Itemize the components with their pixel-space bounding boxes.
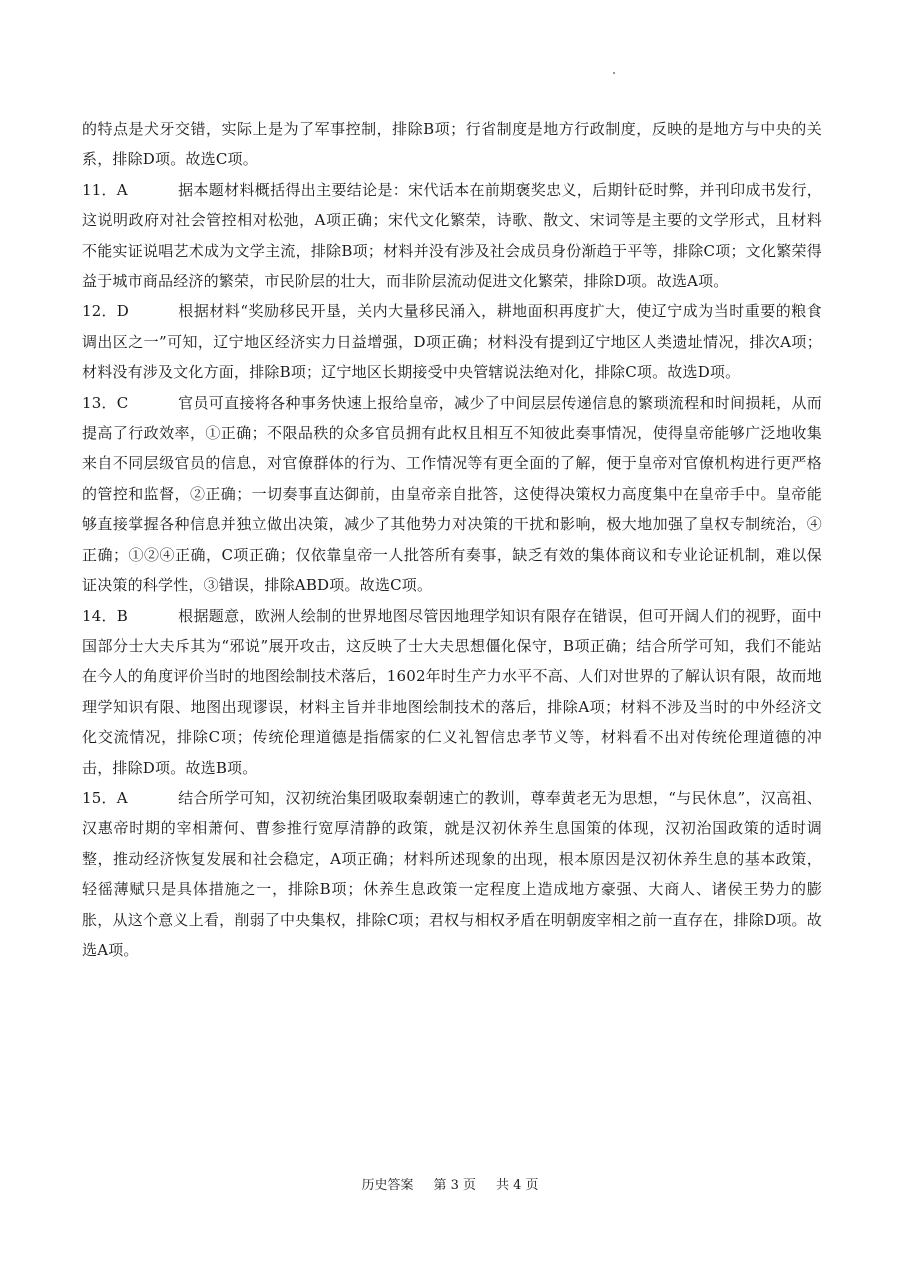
item-head [82, 175, 178, 205]
item-head [82, 388, 178, 418]
item-number: 15． [82, 788, 117, 807]
item-number: 12． [82, 302, 117, 321]
item-explanation: 官员可直接将各种事务快速上报给皇帝，减少了中间层层传递信息的繁琐流程和时间损耗，从而提高了行政效率，①正确；不限品秩的众多官员拥有此权且相互不知彼此奏事情况，使得皇帝能够广泛地收集来自不同层级官员的信息，对官僚群体的行为、工作情况等有更全面的了解，便于皇帝对官僚机构进行更严格的管控和监督，②正确；一切奏事直达御前，由皇帝亲自批答，这使得决策权力高度集中在皇帝手中。皇帝能够直接掌握各种信息并独立做出决策，减少了其他势力对决策的干扰和影响，极大地加强了皇权专制统治，④正确；①②④正确，C项正确；仅依靠皇帝一人批答所有奏事，缺乏有效的集体商议和专业论证机制，难以保证决策的科学性，③错误，排除ABD项。故选C项。 [82, 393, 822, 595]
answer-item-14 [82, 601, 822, 783]
item-explanation: 据本题材料概括得出主要结论是：宋代话本在前期褒奖忠义，后期针砭时弊，并刊印成书发行，这说明政府对社会管控相对松弛，A项正确；宋代文化繁荣，诗歌、散文、宋词等是主要的文学形式，且材料不能实证说唱艺术成为文学主流，排除B项；材料并没有涉及社会成员身份渐趋于平等，排除C项；文化繁荣得益于城市商品经济的繁荣，市民阶层的壮大，而非阶层流动促进文化繁荣，排除D项。故选A项。 [82, 180, 822, 291]
answer-body [82, 114, 822, 965]
item-number: 11． [82, 180, 117, 199]
item-head [82, 601, 178, 631]
item-explanation: 根据材料“奖励移民开垦，关内大量移民涌入，耕地面积再度扩大，使辽宁成为当时重要的粮食调出区之一”可知，辽宁地区经济实力日益增强，D项正确；材料没有提到辽宁地区人类遗址情况，排次A项；材料没有涉及文化方面，排除B项；辽宁地区长期接受中央管辖说法绝对化，排除C项。故选D项。 [82, 302, 822, 382]
item-head [82, 783, 178, 813]
footer-page-total: 共 4 页 [496, 1178, 539, 1193]
answer-item-13 [82, 388, 822, 601]
item-head [82, 296, 178, 326]
footer-subject: 历史答案 [361, 1178, 414, 1193]
answer-item-12 [82, 296, 822, 387]
item-answer: B [116, 606, 128, 625]
scan-speck [613, 72, 615, 74]
page-footer [0, 1176, 900, 1196]
answer-item-11 [82, 175, 822, 297]
item-answer: A [116, 788, 128, 807]
continuation-paragraph [82, 114, 822, 175]
item-answer: D [116, 302, 129, 321]
item-number: 14． [82, 606, 117, 625]
item-answer: A [116, 180, 128, 199]
item-number: 13． [82, 393, 117, 412]
footer-page-current: 第 3 页 [433, 1178, 476, 1193]
item-explanation: 结合所学可知，汉初统治集团吸取秦朝速亡的教训，尊奉黄老无为思想，“与民休息”，汉高祖、汉惠帝时期的宰相萧何、曹参推行宽厚清静的政策，就是汉初休养生息国策的体现，汉初治国政策的适时调整，推动经济恢复发展和社会稳定，A项正确；材料所述现象的出现，根本原因是汉初休养生息的基本政策，轻徭薄赋只是具体措施之一，排除B项；休养生息政策一定程度上造成地方豪强、大商人、诸侯王势力的膨胀，从这个意义上看，削弱了中央集权，排除C项；君权与相权矛盾在明朝废宰相之前一直存在，排除D项。故选A项。 [82, 788, 822, 959]
answer-item-15 [82, 783, 822, 965]
item-answer: C [116, 393, 129, 412]
item-explanation: 根据题意，欧洲人绘制的世界地图尽管因地理学知识有限存在错误，但可开阔人们的视野，面中国部分士大夫斥其为“邪说”展开攻击，这反映了士大夫思想僵化保守，B项正确；结合所学可知，我们不能站在今人的角度评价当时的地图绘制技术落后，1602年时生产力水平不高、人们对世界的了解认识有限，故而地理学知识有限、地图出现谬误，材料主旨并非地图绘制技术的落后，排除A项；材料不涉及当时的中外经济文化交流情况，排除C项；传统伦理道德是指儒家的仁义礼智信忠孝节义等，材料看不出对传统伦理道德的冲击，排除D项。故选B项。 [82, 606, 822, 777]
paragraph-text: 的特点是犬牙交错，实际上是为了军事控制，排除B项；行省制度是地方行政制度，反映的是地方与中央的关系，排除D项。故选C项。 [82, 120, 822, 169]
